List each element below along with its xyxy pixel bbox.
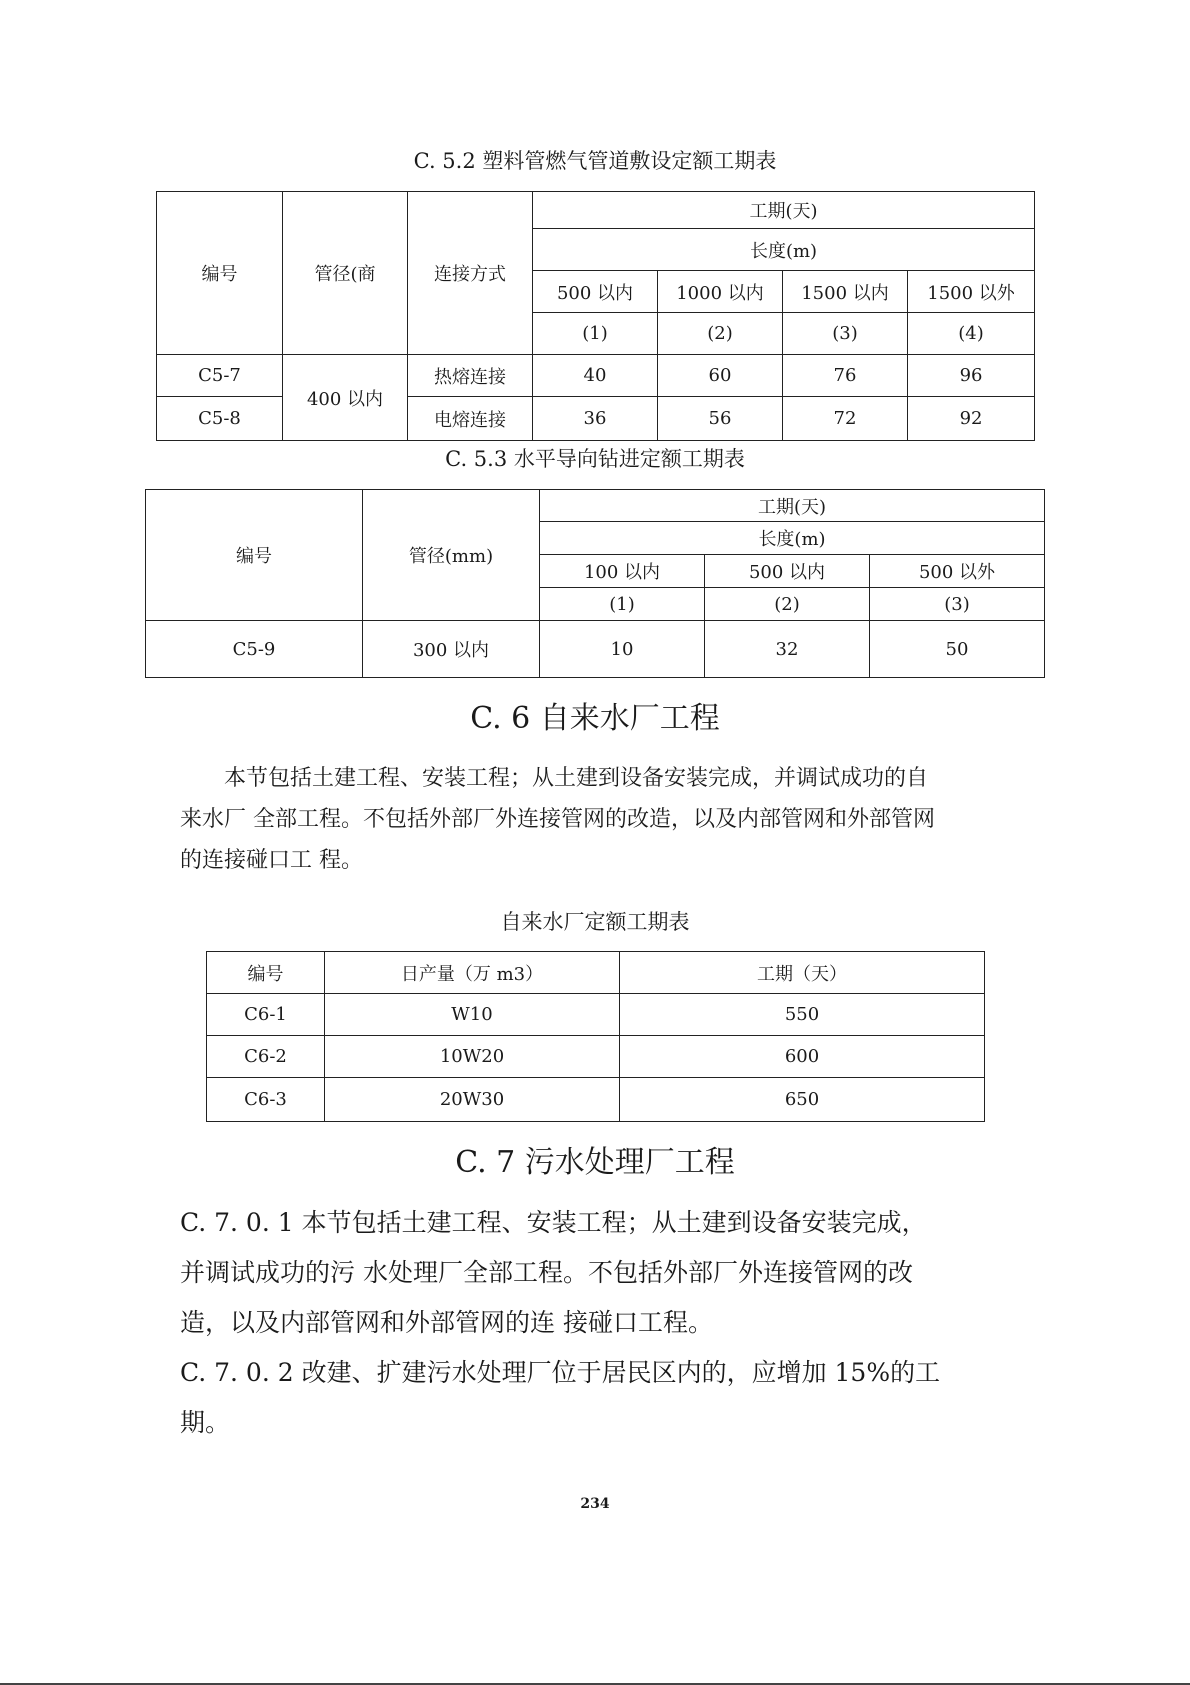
value-cell: 40 (533, 355, 658, 397)
index-cell: (2) (658, 313, 783, 355)
code-cell: C5-8 (157, 397, 283, 441)
header-period: 工期(天) (533, 192, 1035, 229)
page-number: 234 (580, 1496, 610, 1512)
period-cell: 650 (620, 1078, 985, 1122)
diameter-cell: 300 以内 (363, 621, 540, 678)
code-cell: C6-3 (207, 1078, 325, 1122)
table-row (207, 994, 985, 1036)
period-cell: 600 (620, 1036, 985, 1078)
paragraph-line: C. 7. 0. 1 本节包括土建工程、安装工程；从土建到设备安装完成， (180, 1208, 927, 1237)
paragraph-line: 的连接碰口工 程。 (180, 848, 363, 873)
table-row (157, 355, 1035, 397)
value-cell: 10 (540, 621, 705, 678)
header-length: 长度(m) (540, 522, 1045, 555)
value-cell: 56 (658, 397, 783, 441)
table1-caption: C. 5.2 塑料管燃气管道敷设定额工期表 (413, 149, 777, 173)
table3-caption: 自来水厂定额工期表 (500, 910, 690, 934)
value-cell: 92 (908, 397, 1035, 441)
header-code: 编号 (207, 952, 325, 994)
header-code: 编号 (146, 490, 363, 621)
value-cell: 32 (705, 621, 870, 678)
header-period: 工期（天） (620, 952, 985, 994)
period-cell: 550 (620, 994, 985, 1036)
paragraph-line: 并调试成功的污 水处理厂全部工程。不包括外部厂外连接管网的改 (180, 1258, 913, 1287)
paragraph-line: C. 7. 0. 2 改建、扩建污水处理厂位于居民区内的，应增加 15%的工 (180, 1358, 941, 1387)
range-cell: 500 以内 (705, 555, 870, 588)
paragraph-line: 期。 (180, 1408, 231, 1437)
code-cell: C6-2 (207, 1036, 325, 1078)
paragraph-line: 本节包括土建工程、安装工程；从土建到设备安装完成，并调试成功的自 (224, 766, 929, 791)
table-row (146, 621, 1045, 678)
code-cell: C5-7 (157, 355, 283, 397)
paragraph-line: 造，以及内部管网和外部管网的连 接碰口工程。 (180, 1308, 713, 1337)
table-row (207, 1078, 985, 1122)
header-output: 日产量（万 m3） (325, 952, 620, 994)
index-cell: (1) (533, 313, 658, 355)
header-diameter: 管径(mm) (363, 490, 540, 621)
value-cell: 60 (658, 355, 783, 397)
code-cell: C6-1 (207, 994, 325, 1036)
diameter-cell: 400 以内 (283, 355, 408, 441)
table-row (207, 1036, 985, 1078)
connection-cell: 热熔连接 (408, 355, 533, 397)
index-cell: (4) (908, 313, 1035, 355)
value-cell: 76 (783, 355, 908, 397)
code-cell: C5-9 (146, 621, 363, 678)
header-diameter: 管径(商 (283, 192, 408, 355)
range-cell: 1500 以内 (783, 271, 908, 313)
output-cell: W10 (325, 994, 620, 1036)
output-cell: 10W20 (325, 1036, 620, 1078)
index-cell: (2) (705, 588, 870, 621)
table1 (156, 191, 1035, 441)
value-cell: 36 (533, 397, 658, 441)
value-cell: 50 (870, 621, 1045, 678)
section-c7-paragraph (180, 1198, 1020, 1448)
index-cell: (3) (783, 313, 908, 355)
range-cell: 1500 以外 (908, 271, 1035, 313)
section-c6-paragraph (180, 758, 1020, 881)
range-cell: 1000 以内 (658, 271, 783, 313)
range-cell: 500 以内 (533, 271, 658, 313)
header-period: 工期(天) (540, 490, 1045, 522)
header-code: 编号 (157, 192, 283, 355)
table3 (206, 951, 985, 1122)
value-cell: 96 (908, 355, 1035, 397)
range-cell: 500 以外 (870, 555, 1045, 588)
paragraph-line: 来水厂 全部工程。不包括外部厂外连接管网的改造，以及内部管网和外部管网 (180, 807, 935, 832)
table2 (145, 489, 1045, 678)
header-connection: 连接方式 (408, 192, 533, 355)
value-cell: 72 (783, 397, 908, 441)
section-c7-heading: C. 7 污水处理厂工程 (455, 1145, 735, 1180)
index-cell: (3) (870, 588, 1045, 621)
index-cell: (1) (540, 588, 705, 621)
header-length: 长度(m) (533, 229, 1035, 271)
output-cell: 20W30 (325, 1078, 620, 1122)
table2-caption: C. 5.3 水平导向钻进定额工期表 (445, 447, 745, 471)
section-c6-heading: C. 6 自来水厂工程 (470, 701, 720, 736)
connection-cell: 电熔连接 (408, 397, 533, 441)
range-cell: 100 以内 (540, 555, 705, 588)
